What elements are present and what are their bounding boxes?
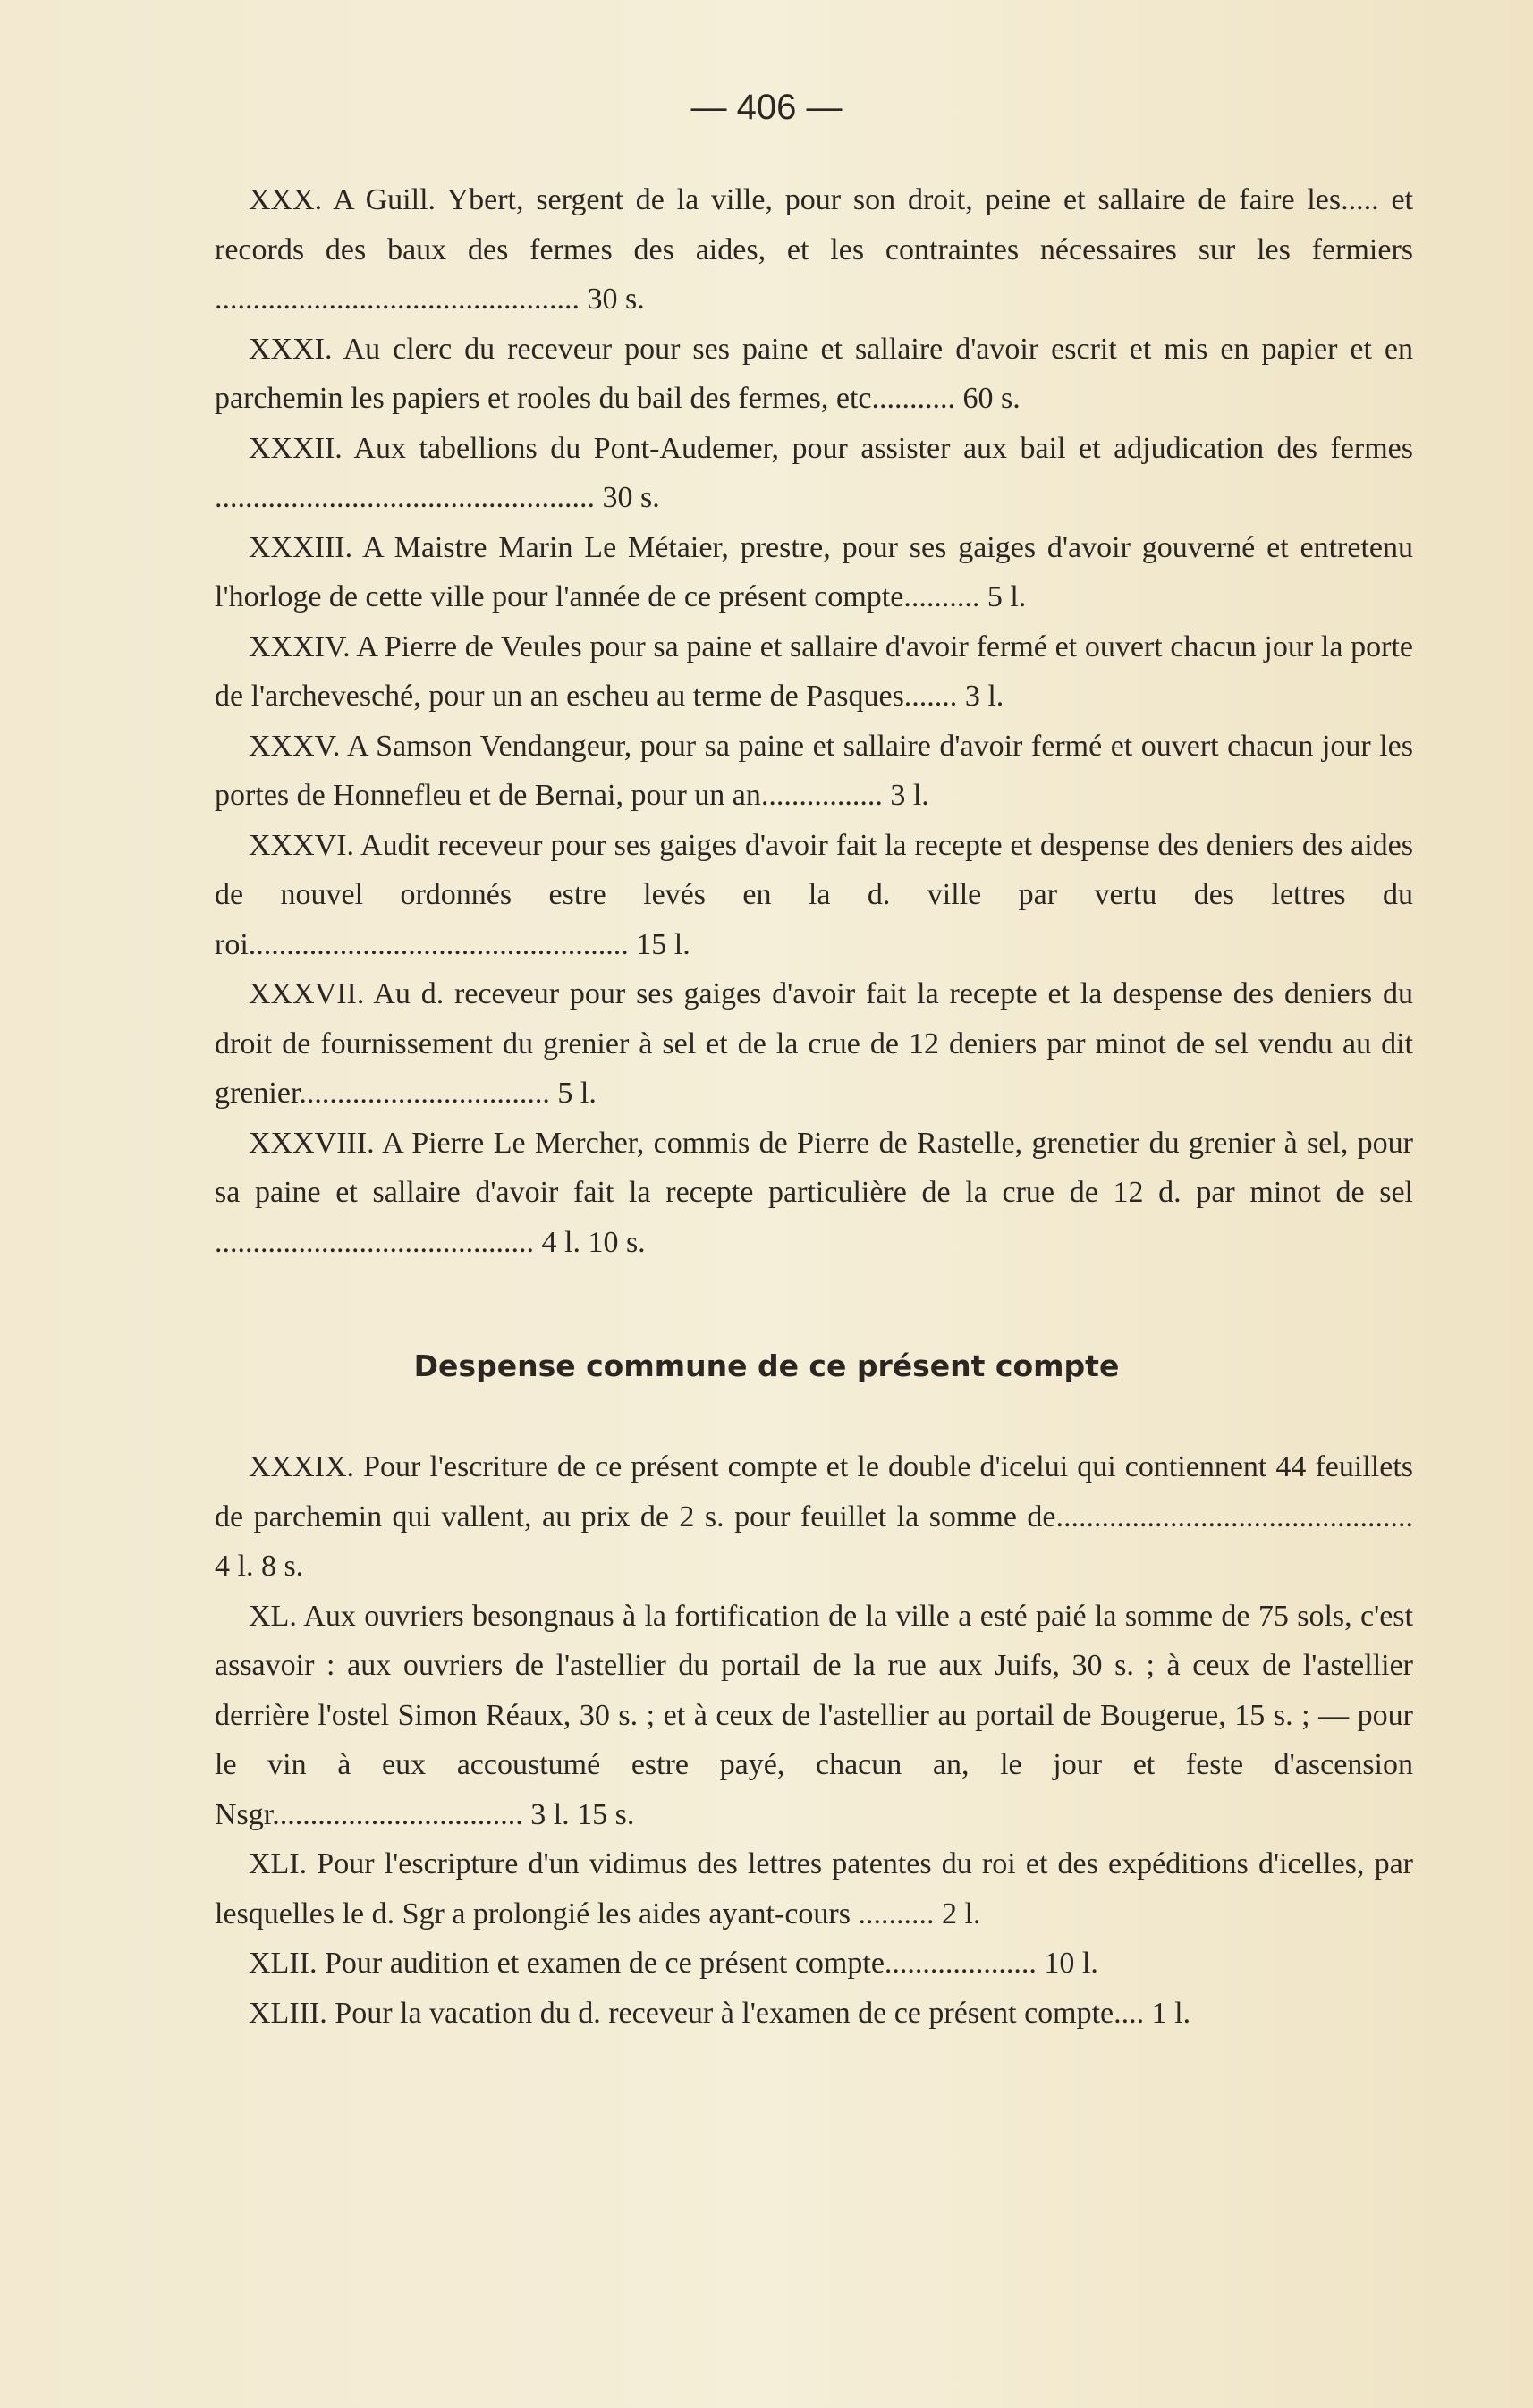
entry: [215, 1939, 1413, 1989]
entry: [215, 523, 1413, 622]
entry-text: XXXII. Aux tabellions du Pont-Audemer, pour assister aux bail et adjudication des fermes ..................................................: [215, 431, 1413, 514]
entry-text: XXX. A Guill. Ybert, sergent de la ville, pour son droit, peine et sallaire de faire les..... et records des baux des fermes des aides, et les contraintes nécessaires sur les fermiers ................................................: [215, 183, 1413, 316]
section-heading: Despense commune de ce présent compte: [413, 1348, 1120, 1383]
entry-text: XXXVI. Audit receveur pour ses gaiges d'avoir fait la recepte et despense des deniers des aides de nouvel ordonnés estre levés en la d. ville par vertu des lettres du roi..................................................: [215, 828, 1413, 961]
entry-amount: 30 s.: [602, 481, 660, 514]
entry-amount: 10 l.: [1044, 1947, 1098, 1980]
entry-amount: 4 l. 10 s.: [541, 1225, 646, 1259]
entry-amount: 3 l. 15 s.: [530, 1797, 635, 1831]
entry: [215, 424, 1413, 523]
entries-section-before: [215, 175, 1413, 1267]
entry-amount: 4 l. 8 s.: [215, 1550, 304, 1583]
entry-amount: 2 l.: [941, 1897, 981, 1931]
entry-amount: 30 s.: [587, 283, 645, 316]
entry-text: XXXIII. A Maistre Marin Le Métaier, prestre, pour ses gaiges d'avoir gouverné et entretenu l'horloge de cette ville pour l'année de ce présent compte..........: [215, 530, 1413, 613]
entry: [215, 722, 1413, 821]
entry: [215, 1989, 1413, 2039]
entry-text: XLIII. Pour la vacation du d. receveur à l'examen de ce présent compte....: [249, 1996, 1145, 2030]
entry-amount: 15 l.: [636, 927, 690, 961]
entry-text: XXXI. Au clerc du receveur pour ses paine et sallaire d'avoir escrit et mis en papier et en parchemin les papiers et rooles du bail des fermes, etc...........: [215, 332, 1413, 415]
entry-amount: 5 l.: [557, 1077, 597, 1110]
entry-amount: 3 l.: [890, 779, 929, 812]
entry: [215, 1592, 1413, 1840]
entry-text: XXXV. A Samson Vendangeur, pour sa paine et sallaire d'avoir fermé et ouvert chacun jour les portes de Honnefleu et de Bernai, pour un an................: [215, 729, 1413, 812]
entry-text: XLII. Pour audition et examen de ce présent compte....................: [249, 1947, 1037, 1980]
entry: [215, 1119, 1413, 1268]
entry: [215, 325, 1413, 424]
entry-amount: 3 l.: [964, 680, 1004, 713]
entry-text: XXXIV. A Pierre de Veules pour sa paine et sallaire d'avoir fermé et ouvert chacun jour la porte de l'archevesché, pour un an escheu au terme de Pasques.......: [215, 629, 1413, 713]
entry-text: XXXVIII. A Pierre Le Mercher, commis de Pierre de Rastelle, grenetier du grenier à sel, pour sa paine et sallaire d'avoir fait la recepte particulière de la crue de 12 d. par minot de sel ..........................................: [215, 1126, 1413, 1259]
entry: [215, 969, 1413, 1119]
entry: [215, 1839, 1413, 1939]
entry: [215, 821, 1413, 970]
entry: [215, 1442, 1413, 1592]
entries-section-after: [215, 1442, 1413, 2038]
entry: [215, 175, 1413, 325]
entry: [215, 622, 1413, 722]
entry-text: XXXVII. Au d. receveur pour ses gaiges d'avoir fait la recepte et la despense des deniers du droit de fournissement du grenier à sel et de la crue de 12 deniers par minot de sel vendu au dit grenier.................................: [215, 977, 1413, 1110]
entry-amount: 60 s.: [962, 382, 1021, 415]
entry-amount: 5 l.: [987, 580, 1027, 613]
entry-text: XL. Aux ouvriers besongnaus à la fortification de la ville a esté paié la somme de 75 sols, c'est assavoir : aux ouvriers de l'astellier du portail de la rue aux Juifs, 30 s. ; à ceux de l'astellier derrière l'ostel Simon Réaux, 30 s. ; et à ceux de l'astellier au portail de Bougerue, 15 s. ; — pour le vin à eux accoustumé estre payé, chacun an, le jour et feste d'ascension Nsgr.................................: [215, 1599, 1413, 1831]
page-number: — 406 —: [690, 88, 843, 127]
entry-amount: 1 l.: [1151, 1996, 1191, 2030]
entry-text: XXXIX. Pour l'escriture de ce présent compte et le double d'icelui qui contiennent 44 feuillets de parchemin qui vallent, au prix de 2 s. pour feuillet la somme de...............................................: [215, 1450, 1413, 1534]
entry-text: XLI. Pour l'escripture d'un vidimus des lettres patentes du roi et des expéditions d'icelles, par lesquelles le d. Sgr a prolongié les aides ayant-cours ..........: [215, 1847, 1413, 1931]
